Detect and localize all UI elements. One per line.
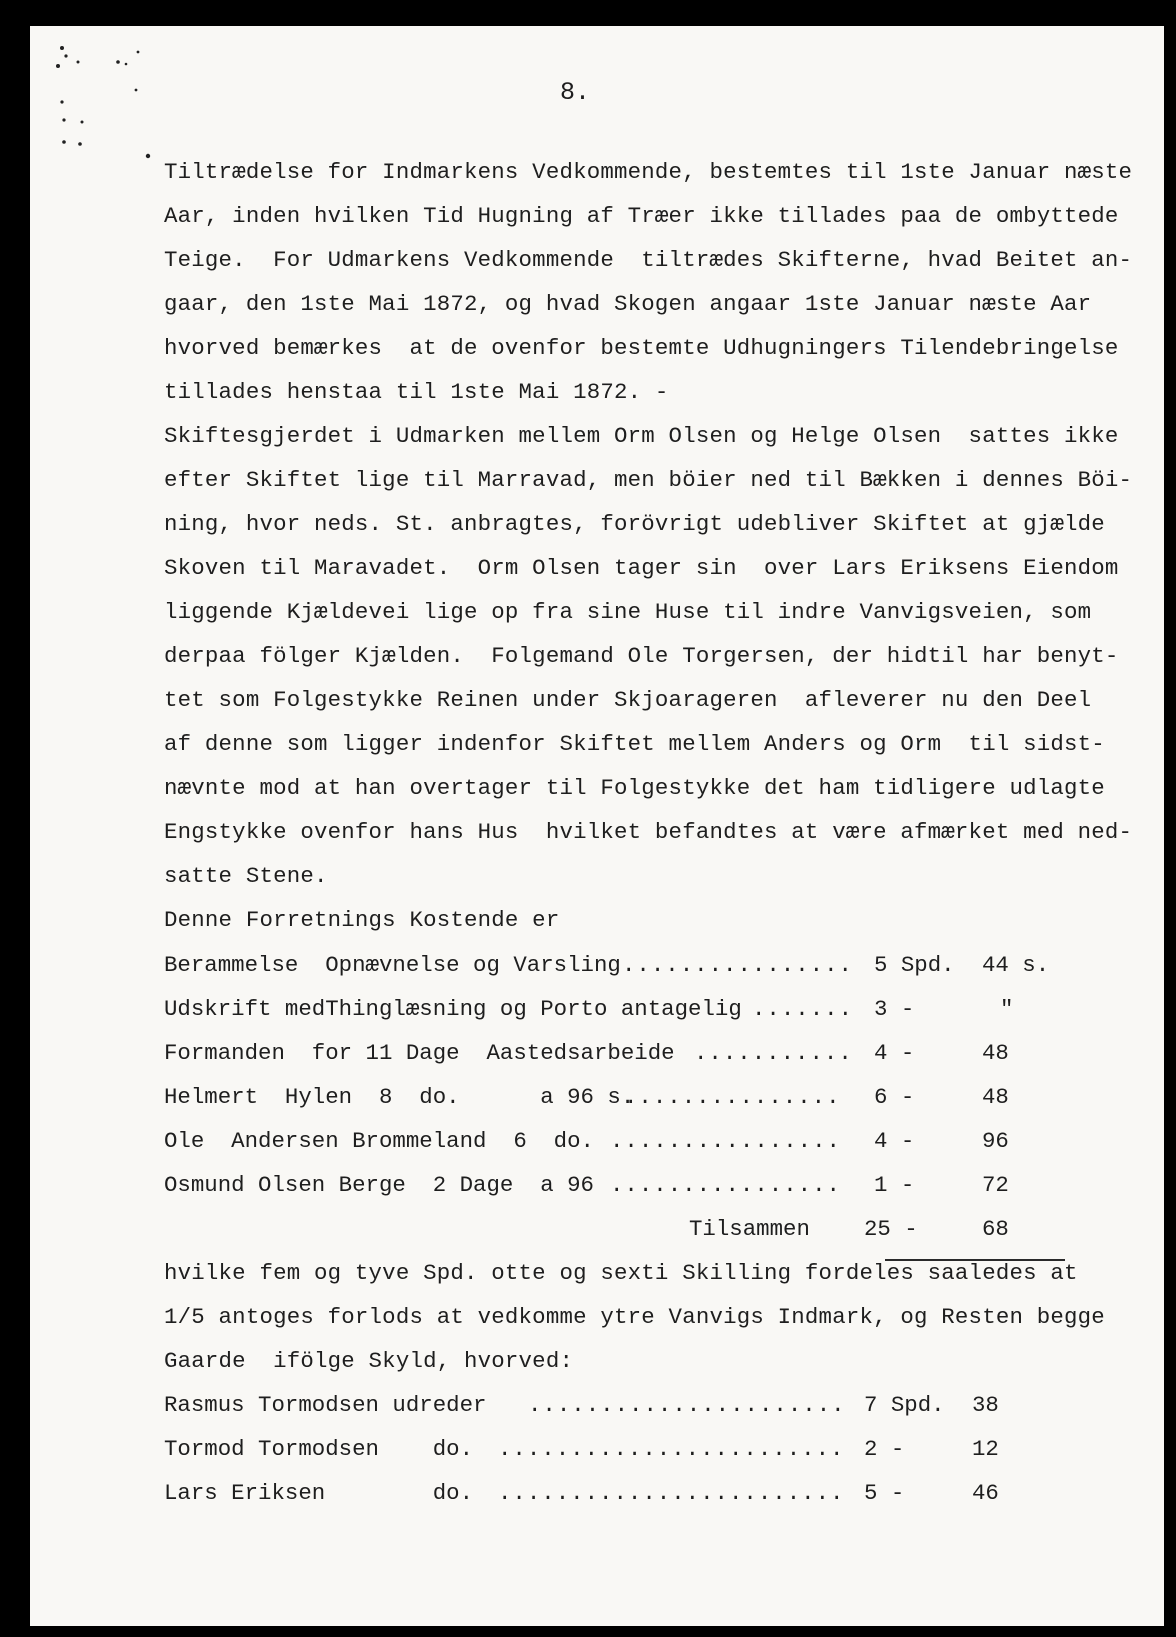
text-line: satte Stene. — [164, 863, 328, 889]
cost-description: Helmert Hylen 8 do. a 96 s. — [164, 1084, 635, 1110]
text-line: Aar, inden hvilken Tid Hugning af Træer ikke tillades paa de ombyttede — [164, 203, 1119, 229]
text-line: liggende Kjældevei lige op fra sine Huse til indre Vanvigsveien, som — [164, 599, 1092, 625]
total-speciedaler: 25 - — [864, 1216, 918, 1242]
leader-dots: ................ — [622, 952, 853, 978]
cost-row — [164, 1084, 1064, 1116]
costs-heading: Denne Forretnings Kostende er — [164, 907, 560, 933]
leader-dots: ................ — [610, 1128, 841, 1154]
payer-row — [164, 1436, 1064, 1468]
cost-description: Berammelse Opnævnelse og Varsling — [164, 952, 621, 978]
cost-speciedaler: 3 - — [874, 996, 915, 1022]
payer-description: Rasmus Tormodsen udreder — [164, 1392, 487, 1418]
leader-dots: ........................ — [498, 1480, 845, 1506]
text-line: hvorved bemærkes at de ovenfor bestemte Udhugningers Tilendebringelse — [164, 335, 1119, 361]
leader-dots: ...................... — [528, 1392, 846, 1418]
cost-row — [164, 1172, 1064, 1204]
text-line: Skoven til Maravadet. Orm Olsen tager sin over Lars Eriksens Eiendom — [164, 555, 1119, 581]
text-line: gaar, den 1ste Mai 1872, og hvad Skogen angaar 1ste Januar næste Aar — [164, 291, 1092, 317]
text-line: nævnte mod at han overtager til Folgestykke det ham tidligere udlagte — [164, 775, 1105, 801]
text-line: Gaarde ifölge Skyld, hvorved: — [164, 1348, 574, 1374]
cost-description: Udskrift medThinglæsning og Porto antagelig — [164, 996, 742, 1022]
leader-dots: ........................ — [498, 1436, 845, 1462]
cost-skilling: 44 s. — [982, 952, 1050, 978]
cost-row — [164, 952, 1064, 984]
cost-row — [164, 1040, 1064, 1072]
text-line: Engstykke ovenfor hans Hus hvilket befandtes at være afmærket med ned- — [164, 819, 1133, 845]
cost-speciedaler: 4 - — [874, 1128, 915, 1154]
text-line: tillades henstaa til 1ste Mai 1872. - — [164, 379, 669, 405]
cost-speciedaler: 6 - — [874, 1084, 915, 1110]
payer-speciedaler: 2 - — [864, 1436, 905, 1462]
payer-row — [164, 1480, 1064, 1512]
text-line: Skiftesgjerdet i Udmarken mellem Orm Olsen og Helge Olsen sattes ikke — [164, 423, 1119, 449]
leader-dots: ........... — [694, 1040, 853, 1066]
payer-speciedaler: 7 Spd. — [864, 1392, 945, 1418]
cost-speciedaler: 1 - — [874, 1172, 915, 1198]
text-line: ning, hvor neds. St. anbragtes, forövrigt udebliver Skiftet at gjælde — [164, 511, 1105, 537]
text-line: Tiltrædelse for Indmarkens Vedkommende, bestemtes til 1ste Januar næste — [164, 159, 1133, 185]
cost-speciedaler: 5 Spd. — [874, 952, 955, 978]
cost-skilling: 48 — [982, 1084, 1009, 1110]
leader-dots: ............... — [624, 1084, 841, 1110]
text-line: hvilke fem og tyve Spd. otte og sexti Skilling fordeles saaledes at — [164, 1260, 1078, 1286]
text-line: af denne som ligger indenfor Skiftet mellem Anders og Orm til sidst- — [164, 731, 1105, 757]
total-label: Tilsammen — [689, 1216, 810, 1242]
text-line: derpaa fölger Kjælden. Folgemand Ole Torgersen, der hidtil har benyt- — [164, 643, 1119, 669]
text-line: Teige. For Udmarkens Vedkommende tiltrædes Skifterne, hvad Beitet an- — [164, 247, 1133, 273]
payer-skilling: 12 — [972, 1436, 999, 1462]
page-number: 8. — [560, 78, 591, 107]
payer-description: Tormod Tormodsen do. — [164, 1436, 474, 1462]
cost-description: Ole Andersen Brommeland 6 do. — [164, 1128, 594, 1154]
document-page — [30, 26, 1164, 1626]
payer-row — [164, 1392, 1064, 1424]
text-line: 1/5 antoges forlods at vedkomme ytre Vanvigs Indmark, og Resten begge — [164, 1304, 1105, 1330]
cost-skilling: 96 — [982, 1128, 1009, 1154]
text-line: tet som Folgestykke Reinen under Skjoarageren afleverer nu den Deel — [164, 687, 1092, 713]
text-line: efter Skiftet lige til Marravad, men böier ned til Bækken i dennes Böi- — [164, 467, 1133, 493]
cost-row — [164, 1128, 1064, 1160]
leader-dots: ....... — [752, 996, 854, 1022]
payer-skilling: 38 — [972, 1392, 999, 1418]
total-row — [164, 1216, 1064, 1248]
cost-speciedaler: 4 - — [874, 1040, 915, 1066]
cost-row — [164, 996, 1064, 1028]
total-skilling: 68 — [982, 1216, 1009, 1242]
margin-specks — [30, 26, 170, 186]
payer-speciedaler: 5 - — [864, 1480, 905, 1506]
payer-skilling: 46 — [972, 1480, 999, 1506]
cost-description: Osmund Olsen Berge 2 Dage a 96 — [164, 1172, 594, 1198]
leader-dots: ................ — [610, 1172, 841, 1198]
cost-skilling: 48 — [982, 1040, 1009, 1066]
cost-description: Formanden for 11 Dage Aastedsarbeide — [164, 1040, 675, 1066]
cost-skilling: " — [1000, 996, 1014, 1022]
cost-skilling: 72 — [982, 1172, 1009, 1198]
payer-description: Lars Eriksen do. — [164, 1480, 474, 1506]
